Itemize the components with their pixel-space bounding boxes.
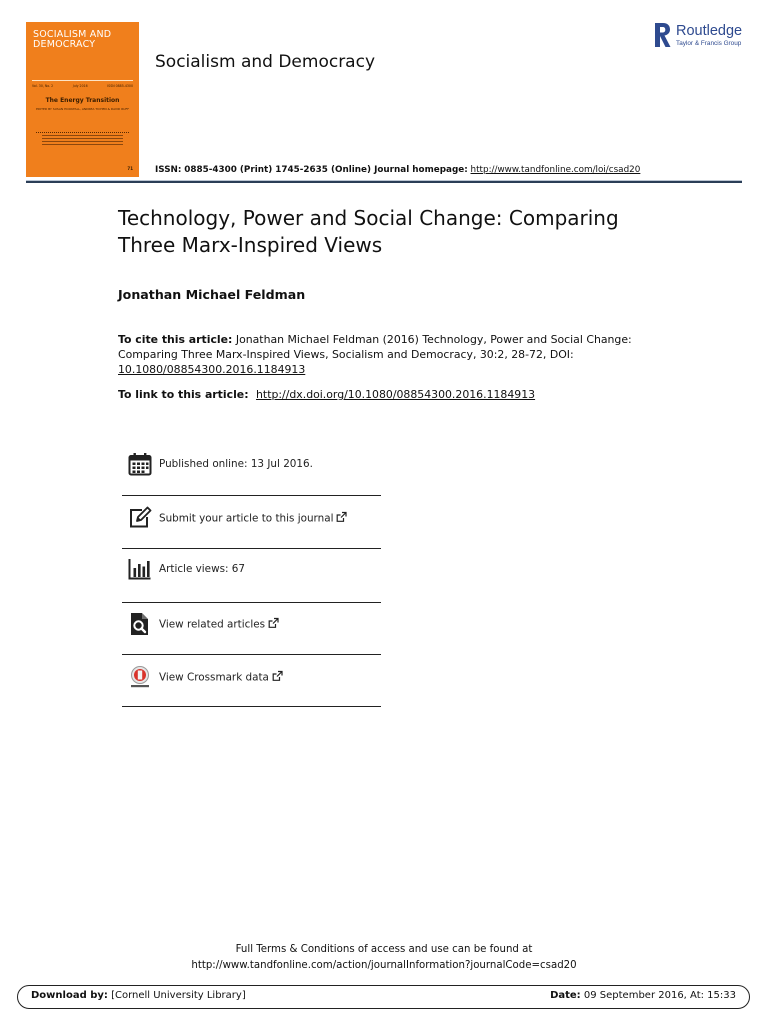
cover-title	[33, 30, 135, 50]
calendar-icon	[128, 452, 152, 476]
search-document-icon	[128, 612, 152, 636]
terms-url[interactable]: http://www.tandfonline.com/action/journalInformation?journalCode=csad20	[191, 960, 577, 971]
cover-volume: Vol. 30, No. 2	[32, 84, 54, 88]
journal-homepage-link[interactable]: http://www.tandfonline.com/loi/csad20	[470, 165, 641, 175]
cover-title-line-2: DEMOCRACY	[33, 39, 96, 50]
row-divider	[122, 706, 381, 707]
article-doi-link[interactable]: http://dx.doi.org/10.1080/08854300.2016.1184913	[256, 388, 536, 401]
cover-footer	[32, 166, 133, 171]
edit-icon	[128, 506, 152, 530]
cover-editors: EDITED BY SUSAN HOOKFALL, ANDREA TICHEN & DAVID RUFF	[36, 107, 129, 111]
cover-divider	[32, 80, 133, 81]
crossmark-icon	[128, 665, 152, 689]
download-date-value: 09 September 2016, At: 15:33	[583, 990, 736, 1001]
submit-article-label: Submit your article to this journal	[159, 512, 334, 525]
article-views-text: Article views: 67	[159, 563, 246, 575]
download-date-label: Date:	[550, 990, 581, 1001]
publisher-subname: Taylor & Francis Group	[676, 40, 742, 47]
publisher-logo	[654, 22, 754, 50]
crossmark-label: View Crossmark data	[159, 671, 269, 684]
citation-block	[118, 332, 658, 377]
cover-subtitle: The Energy Transition	[45, 97, 120, 104]
download-by	[31, 990, 246, 1001]
crossmark-link[interactable]	[159, 671, 283, 684]
download-by-value: [Cornell University Library]	[111, 990, 246, 1001]
terms-notice	[0, 942, 768, 974]
external-link-icon	[268, 618, 279, 629]
routledge-logo-icon	[654, 22, 672, 48]
journal-cover-thumbnail	[26, 22, 139, 177]
crossmark-row[interactable]	[122, 651, 380, 703]
cover-issn: ISSN 0885-4300	[107, 84, 133, 88]
cover-issue-number: 71	[127, 166, 133, 171]
bar-chart-icon	[128, 557, 152, 581]
issn-line	[155, 165, 640, 175]
article-views-row	[122, 543, 380, 595]
terms-line-1: Full Terms & Conditions of access and use can be found at	[235, 944, 533, 955]
external-link-icon	[336, 512, 347, 523]
cover-body-text	[36, 132, 129, 151]
download-info-box	[17, 985, 750, 1009]
download-by-label: Download by:	[31, 990, 108, 1001]
published-online-row	[122, 438, 380, 490]
article-author: Jonathan Michael Feldman	[118, 287, 306, 302]
header-divider	[26, 181, 742, 183]
cover-date: July 2016	[72, 84, 88, 88]
article-link-line	[118, 388, 535, 401]
related-articles-link[interactable]	[159, 618, 279, 631]
publisher-name: Routledge	[676, 23, 743, 39]
issn-text: 0885-4300 (Print) 1745-2635 (Online) Journal homepage:	[184, 165, 468, 175]
journal-name: Socialism and Democracy	[155, 52, 376, 72]
related-articles-row[interactable]	[122, 598, 380, 650]
download-date	[550, 990, 736, 1001]
article-title: Technology, Power and Social Change: Comparing Three Marx-Inspired Views	[118, 206, 619, 257]
citation-text: Jonathan Michael Feldman (2016) Technology, Power and Social Change: Comparing Three Marx-Inspired Views, Socialism and Democracy, 30:2, 28-72, DOI:	[118, 333, 632, 361]
cover-title-line-1: SOCIALISM AND	[33, 29, 112, 40]
issn-label: ISSN:	[155, 165, 182, 175]
related-articles-label: View related articles	[159, 618, 266, 631]
submit-article-row[interactable]	[122, 492, 380, 544]
submit-article-link[interactable]	[159, 512, 347, 525]
citation-doi-link[interactable]: 10.1080/08854300.2016.1184913	[118, 363, 306, 376]
published-online-text: Published online: 13 Jul 2016.	[159, 458, 313, 470]
cover-meta	[32, 84, 133, 88]
citation-label: To cite this article:	[118, 333, 233, 346]
article-link-label: To link to this article:	[118, 388, 249, 401]
external-link-icon	[272, 671, 283, 682]
